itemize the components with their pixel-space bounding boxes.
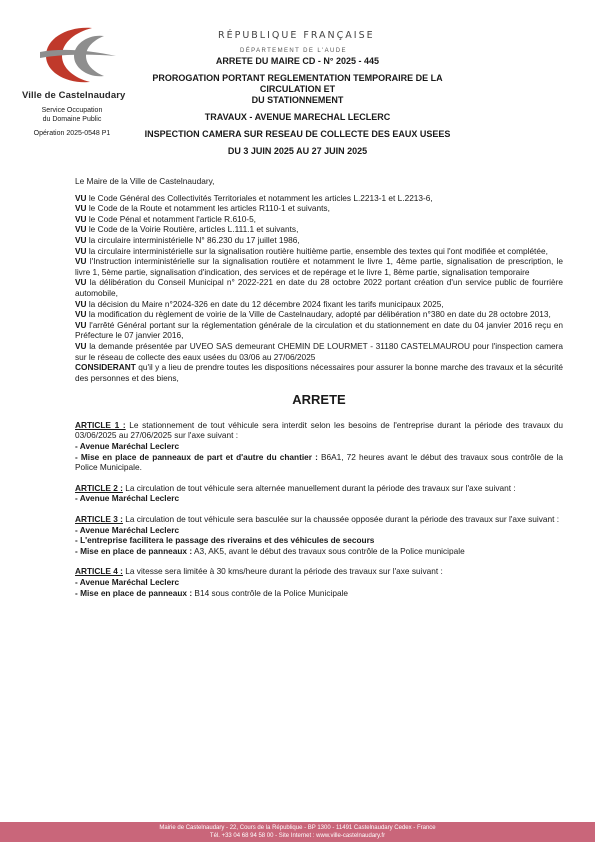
footer-band: [0, 822, 595, 842]
title-line-1: PROROGATION PORTANT REGLEMENTATION TEMPORAIRE DE LA CIRCULATION ET: [152, 73, 443, 94]
arrete-number: ARRETE DU MAIRE CD - N° 2025 - 445: [215, 56, 380, 66]
vu-text: le Code Pénal et notamment l'article R.610-5,: [86, 213, 256, 224]
considerant-keyword: CONSIDERANT: [75, 362, 136, 373]
article-label: ARTICLE 3 :: [75, 514, 123, 525]
vu-item: [75, 224, 563, 235]
panneaux-label: - Mise en place de panneaux de part et d'autre du chantier :: [75, 451, 318, 462]
article-text: La circulation de tout véhicule sera basculée sur la chaussée opposée durant la période des travaux sur l'axe suivant :: [122, 514, 560, 525]
article-3: [75, 514, 563, 556]
title-line-2: DU STATIONNEMENT: [251, 95, 344, 105]
city-name: Ville de Castelnaudary: [22, 90, 126, 101]
city-logo-block: [22, 22, 142, 137]
vu-keyword: VU: [75, 309, 87, 320]
article-label: ARTICLE 1 :: [75, 419, 126, 430]
vu-keyword: VU: [75, 277, 87, 288]
article-label: ARTICLE 2 :: [75, 482, 123, 493]
vu-text: le Code de la Voirie Routière, articles L.111.1 et suivants,: [86, 224, 299, 235]
footer-contact: Tél. +33 04 68 94 58 00 - Site Internet : www.ville-castelnaudary.fr: [209, 833, 386, 839]
republique-francaise: RÉPUBLIQUE FRANÇAISE: [218, 30, 375, 41]
article-text: Le stationnement de tout véhicule sera interdit selon les besoins de l'entreprise durant la période des travaux du 03/06/2025 au 27/06/2025 sur l'axe suivant :: [75, 419, 563, 441]
vu-keyword: VU: [75, 245, 87, 256]
panneaux-label: - Mise en place de panneaux :: [75, 587, 193, 598]
article-riverains: - L'entreprise facilitera le passage des riverains et des véhicules de secours: [75, 535, 375, 546]
departement-label: DÉPARTEMENT DE L'AUDE: [240, 48, 347, 54]
vu-item: [75, 203, 563, 214]
vu-list: [75, 193, 563, 384]
vu-keyword: VU: [75, 319, 87, 330]
vu-keyword: VU: [75, 213, 87, 224]
panneaux-text: B14 sous contrôle de la Police Municipale: [192, 587, 349, 598]
article-label: ARTICLE 4 :: [75, 566, 123, 577]
vu-text: l'arrêté Général portant sur la réglementation générale de la circulation et du stationnement en date du 04 janvier 2016 reçu en Préfecture le 07 janvier 2016,: [75, 319, 563, 341]
panneaux-text: A3, AK5, avant le début des travaux sous contrôle de la Police municipale: [192, 545, 465, 556]
vu-item: [75, 214, 563, 225]
inspection-line: INSPECTION CAMERA SUR RESEAU DE COLLECTE DES EAUX USEES: [144, 129, 451, 139]
vu-item: [75, 320, 563, 341]
vu-item: [75, 193, 563, 204]
vu-keyword: VU: [75, 224, 87, 235]
vu-text: le Code de la Route et notamment les articles R110-1 et suivants,: [86, 203, 330, 214]
operation-number: Opération 2025-0548 P1: [33, 130, 111, 137]
article-text: La circulation de tout véhicule sera alternée manuellement durant la période des travaux sur l'axe suivant :: [122, 482, 516, 493]
vu-keyword: VU: [75, 234, 87, 245]
service-line-1: Service Occupation: [41, 107, 103, 114]
vu-item: [75, 309, 563, 320]
document-header: [140, 56, 455, 157]
castelnaudary-logo-icon: [32, 22, 122, 88]
dates-line: DU 3 JUIN 2025 AU 27 JUIN 2025: [227, 146, 368, 156]
vu-text: la délibération du Conseil Municipal n° 2022-221 en date du 28 octobre 2022 portant création d'un service public de fourrière automobile,: [75, 277, 563, 298]
vu-item: [75, 299, 563, 310]
panneaux-label: - Mise en place de panneaux :: [75, 545, 193, 556]
article-1: [75, 420, 563, 473]
vu-item: [75, 256, 563, 277]
vu-item: [75, 341, 563, 362]
vu-text: la modification du règlement de voirie de la Ville de Castelnaudary, adopté par délibération n°380 en date du 28 octobre 2013,: [86, 309, 551, 320]
considerant-text: qu'il y a lieu de prendre toutes les dispositions nécessaires pour assurer la bonne marche des travaux et la sécurité des personnes et des biens,: [75, 362, 563, 383]
travaux-line: TRAVAUX - AVENUE MARECHAL LECLERC: [204, 112, 391, 122]
article-axis: - Avenue Maréchal Leclerc: [75, 493, 180, 504]
vu-text: la circulaire interministérielle sur la signalisation routière huitième partie, ensemble des textes qui l'ont modifiée et complétée,: [86, 245, 548, 256]
service-line-2: du Domaine Public: [42, 116, 102, 123]
arrete-title: ARRETE: [292, 392, 346, 408]
vu-text: l'Instruction interministérielle sur la signalisation routière et notamment le livre 1, 4ème partie, signalisation de prescription, le livre 1, 5ème partie, signalisation d'indication, des services et de repérage et le livre 1, 8ème partie, signalisation temporaire: [75, 256, 563, 277]
vu-text: la circulaire interministérielle N° 86.230 du 17 juillet 1986,: [86, 234, 300, 245]
vu-item: [75, 235, 563, 246]
vu-text: la décision du Maire n°2024-326 en date du 12 décembre 2024 fixant les tarifs municipaux 2025,: [86, 298, 444, 309]
vu-item: [75, 277, 563, 298]
article-2: [75, 483, 563, 504]
considerant-item: [75, 362, 563, 383]
vu-keyword: VU: [75, 298, 87, 309]
vu-keyword: VU: [75, 340, 87, 351]
document-body: [75, 176, 563, 598]
vu-keyword: VU: [75, 256, 87, 267]
service-name: [22, 106, 122, 124]
vu-text: le Code Général des Collectivités Territoriales et notamment les articles L.2213-1 et L.2213-6,: [86, 192, 433, 203]
article-axis: - Avenue Maréchal Leclerc: [75, 524, 180, 535]
panneaux-text: B6A1, 72 heures avant le début des travaux sous contrôle de la Police Municipale.: [75, 451, 563, 473]
article-axis: - Avenue Maréchal Leclerc: [75, 441, 180, 452]
article-text: La vitesse sera limitée à 30 kms/heure durant la période des travaux sur l'axe suivant :: [122, 566, 443, 577]
vu-keyword: VU: [75, 192, 87, 203]
vu-text: la demande présentée par UVEO SAS demeurant CHEMIN DE LOURMET - 31180 CASTELMAUROU pour l'inspection camera sur le réseau de collecte des eaux usées du 03/06 au 27/06/2025: [75, 340, 563, 362]
article-axis: - Avenue Maréchal Leclerc: [75, 577, 180, 587]
intro-line: Le Maire de la Ville de Castelnaudary,: [75, 176, 215, 186]
vu-keyword: VU: [75, 203, 87, 214]
article-4: [75, 566, 563, 598]
footer-address: Mairie de Castelnaudary - 22, Cours de la République - BP 1300 - 11491 Castelnaudary Cedex - France: [159, 825, 436, 831]
vu-item: [75, 246, 563, 257]
